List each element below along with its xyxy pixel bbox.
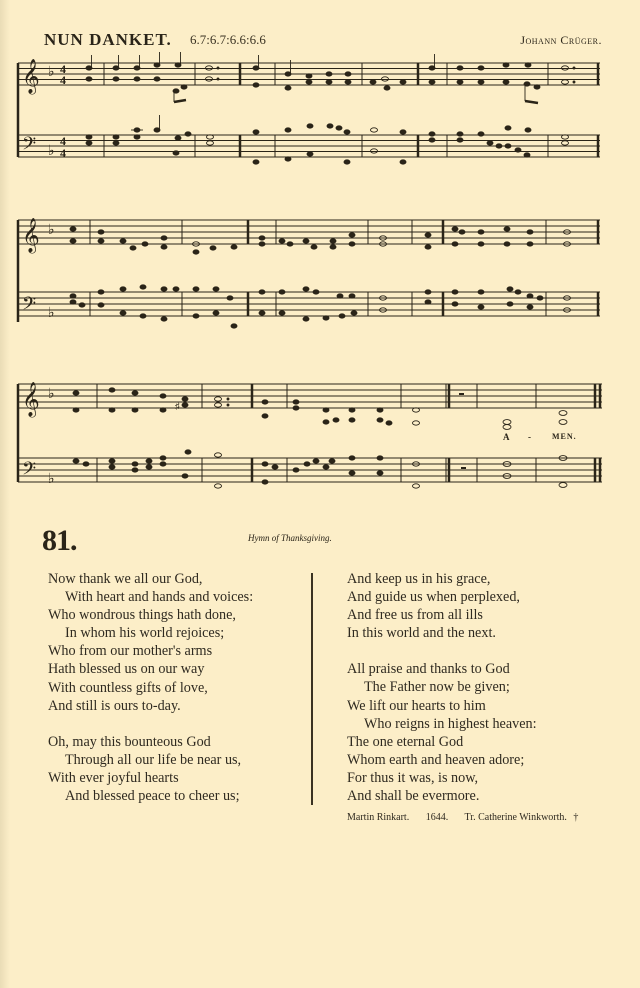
- meter: 6.7:6.7:6.6:6.6: [190, 32, 266, 47]
- lyric-line: And free us from all ills: [347, 607, 483, 624]
- svg-text:♭: ♭: [48, 223, 55, 238]
- svg-text:♭: ♭: [48, 306, 55, 321]
- lyric-line: The one eternal God: [347, 733, 464, 750]
- svg-text:♭: ♭: [48, 144, 55, 159]
- column-divider: [311, 573, 313, 805]
- lyric-line: Now thank we all our God,: [48, 571, 203, 587]
- svg-text:4: 4: [60, 62, 66, 76]
- lyric-line: And guide us when perplexed,: [347, 589, 520, 606]
- lyric-line: With heart and hands and voices:: [65, 589, 254, 606]
- dagger-icon: †: [573, 812, 579, 823]
- lyric-line: Oh, may this bounteous God: [48, 733, 211, 750]
- lyric-line: Who reigns in highest heaven:: [364, 715, 537, 732]
- svg-text:♭: ♭: [48, 472, 55, 487]
- svg-text:♯: ♯: [175, 401, 180, 411]
- lyric-line: The Father now be given;: [364, 679, 510, 696]
- lyric-line: With countless gifts of love,: [48, 679, 208, 696]
- treble-clef-icon: 𝄞: [22, 59, 40, 94]
- lyrics-right-column: [347, 570, 607, 805]
- lyric-line: And shall be evermore.: [347, 788, 480, 805]
- lyric-line: And keep us in his grace,: [347, 571, 491, 587]
- lyric-line: Who wondrous things hath done,: [48, 607, 236, 624]
- lyric-line: With ever joyful hearts: [48, 769, 179, 786]
- amen-syllable-men: MEN.: [552, 432, 577, 441]
- bass-clef-icon: 𝄢: [22, 459, 37, 484]
- lyric-line: Who from our mother's arms: [48, 643, 213, 660]
- lyric-line: Whom earth and heaven adore;: [347, 751, 525, 768]
- amen-syllable-a: A: [503, 432, 511, 442]
- lyrics-left-column: [48, 570, 303, 805]
- svg-text:♭: ♭: [48, 387, 55, 402]
- svg-text:4: 4: [60, 134, 66, 148]
- tune-name: NUN DANKET.: [44, 30, 172, 49]
- lyric-line: In whom his world rejoices;: [65, 625, 225, 642]
- svg-text:4: 4: [60, 73, 66, 87]
- composer: Johann Crüger.: [520, 33, 602, 47]
- tune-header: [44, 30, 602, 52]
- bass-clef-icon: 𝄢: [22, 294, 37, 319]
- treble-clef-icon: 𝄞: [22, 382, 40, 417]
- attribution: [347, 812, 592, 823]
- lyric-line: And blessed peace to cheer us;: [65, 788, 240, 805]
- amen-dash: -: [528, 432, 532, 442]
- treble-clef-icon: 𝄞: [22, 218, 40, 253]
- lyric-line: Hath blessed us on our way: [48, 661, 205, 678]
- music-system-2: [0, 200, 640, 340]
- svg-text:♭: ♭: [48, 65, 55, 80]
- lyric-line: For thus it was, is now,: [347, 769, 479, 786]
- lyric-line: In this world and the next.: [347, 625, 496, 642]
- music-system-3: [0, 365, 640, 505]
- hymn-title: Hymn of Thanksgiving.: [248, 533, 332, 543]
- stanza-gap: [48, 715, 303, 733]
- svg-text:4: 4: [60, 146, 66, 160]
- year: 1644.: [425, 812, 449, 823]
- music-system-1: [0, 50, 640, 185]
- translator: Tr. Catherine Winkworth.: [464, 812, 567, 823]
- lyric-line: All praise and thanks to God: [347, 661, 510, 678]
- author: Martin Rinkart.: [347, 812, 410, 823]
- bass-clef-icon: 𝄢: [22, 134, 37, 159]
- hymn-number: 81.: [42, 524, 77, 557]
- lyric-line: Through all our life be near us,: [65, 751, 242, 768]
- lyric-line: And still is ours to-day.: [48, 697, 181, 714]
- lyric-line: We lift our hearts to him: [347, 697, 486, 714]
- stanza-gap: [347, 642, 607, 660]
